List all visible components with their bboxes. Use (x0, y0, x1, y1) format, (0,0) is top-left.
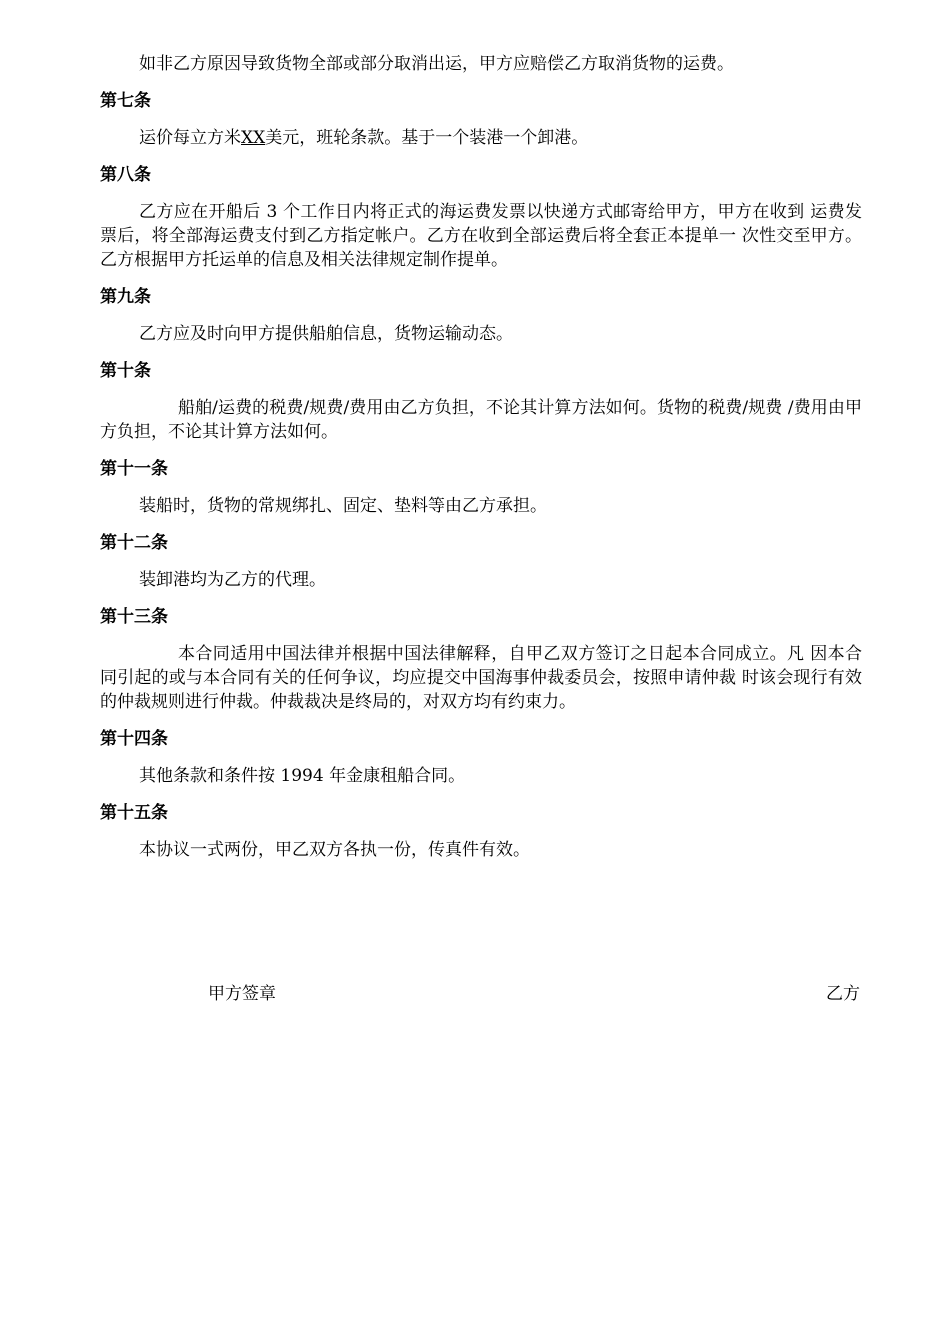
clause-13-text: 本合同适用中国法律并根据中国法律解释，自甲乙双方签订之日起本合同成立。凡 因本合同引起的或与本合同有关的任何争议，均应提交中国海事仲裁委员会，按照申请仲裁 时该会现行有效的仲裁规则进行仲裁。仲裁裁决是终局的，对双方均有约束力。 (100, 644, 862, 712)
clause-6-tail: 如非乙方原因导致货物全部或部分取消出运，甲方应赔偿乙方取消货物的运费。 (139, 54, 734, 74)
clause-15-text: 本协议一式两份，甲乙双方各执一份，传真件有效。 (139, 840, 530, 860)
clause-8-text: 乙方应在开船后 3 个工作日内将正式的海运费发票以快递方式邮寄给甲方，甲方在收到 运费发票后，将全部海运费支付到乙方指定帐户。乙方在收到全部运费后将全套正本提单一 次性交至甲方。乙方根据甲方托运单的信息及相关法律规定制作提单。 (100, 202, 862, 270)
clause-9-title: 第九条 (100, 287, 151, 307)
clause-15-title: 第十五条 (100, 803, 168, 823)
clause-10-text: 船舶/运费的税费/规费/费用由乙方负担，不论其计算方法如何。货物的税费/规费 /费用由甲方负担，不论其计算方法如何。 (100, 398, 862, 442)
clause-14-title: 第十四条 (100, 729, 168, 749)
signature-row (100, 982, 860, 1006)
clause-14-text: 其他条款和条件按 1994 年金康租船合同。 (139, 766, 466, 786)
clause-13-title: 第十三条 (100, 607, 168, 627)
clause-8-title: 第八条 (100, 165, 151, 185)
clause-11-title: 第十一条 (100, 459, 168, 479)
clause-7-text-post: 美元，班轮条款。基于一个装港一个卸港。 (265, 128, 589, 148)
rate-placeholder: XX (241, 128, 266, 148)
clause-11-text: 装船时，货物的常规绑扎、固定、垫料等由乙方承担。 (139, 496, 547, 516)
clause-7-title: 第七条 (100, 91, 151, 111)
clause-12-title: 第十二条 (100, 533, 168, 553)
clause-7-text-pre: 运价每立方米 (139, 128, 241, 148)
party-a-signature-label: 甲方签章 (208, 984, 276, 1004)
clause-9-text: 乙方应及时向甲方提供船舶信息，货物运输动态。 (139, 324, 513, 344)
clause-7-text (100, 126, 862, 150)
clause-12-text: 装卸港均为乙方的代理。 (139, 570, 326, 590)
party-b-signature-label: 乙方 (826, 984, 860, 1004)
clause-10-title: 第十条 (100, 361, 151, 381)
document-body (100, 52, 862, 862)
